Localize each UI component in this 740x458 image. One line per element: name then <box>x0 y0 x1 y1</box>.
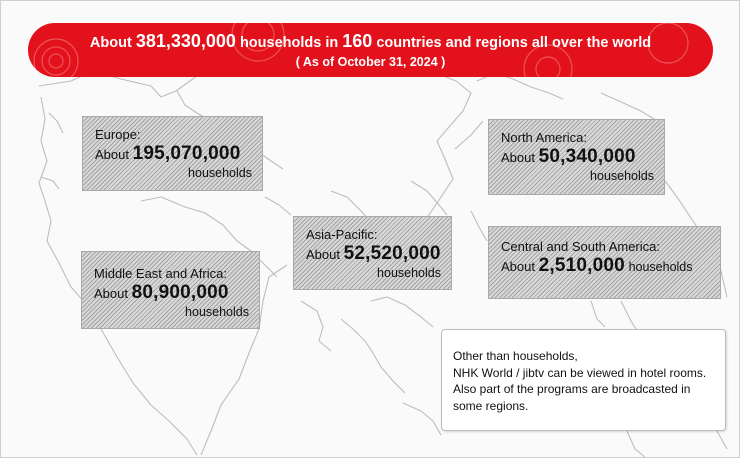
banner-suffix: countries and regions all over the world <box>376 35 652 51</box>
unit-label: households <box>188 166 252 180</box>
region-name: North America: <box>501 130 587 145</box>
note-line: some regions. <box>453 398 529 413</box>
about-label: About <box>306 247 340 262</box>
unit-label: households <box>590 169 654 183</box>
region-box-europe <box>82 116 263 191</box>
region-name: Central and South America: <box>501 239 660 254</box>
note-line: NHK World / jibtv can be viewed in hotel rooms. <box>453 365 707 380</box>
total-households-count: 381,330,000 <box>135 31 236 51</box>
region-name: Middle East and Africa: <box>94 266 227 281</box>
banner-headline <box>28 31 713 53</box>
banner-prefix: About <box>89 35 132 51</box>
region-name: Europe: <box>95 127 141 142</box>
household-amount: 50,340,000 <box>538 146 636 167</box>
household-amount: 52,520,000 <box>343 243 441 264</box>
about-label: About <box>501 150 535 165</box>
unit-label: households <box>185 305 249 319</box>
household-amount: 2,510,000 <box>538 255 625 276</box>
total-coverage-banner <box>28 23 713 77</box>
note-line: Also part of the programs are broadcasted in <box>453 382 691 396</box>
about-label: About <box>95 147 129 162</box>
about-label: About <box>94 286 128 301</box>
about-label: About <box>501 259 535 274</box>
unit-label: households <box>377 266 441 280</box>
region-box-middle-east-africa <box>81 251 260 329</box>
unit-label: households <box>628 260 693 274</box>
as-of-date: ( As of October 31, 2024 ) <box>295 55 446 69</box>
household-amount: 195,070,000 <box>132 143 241 164</box>
banner-middle: households in <box>239 35 339 51</box>
note-line: Other than households, <box>453 349 578 363</box>
countries-count: 160 <box>342 31 373 51</box>
region-box-central-south-america <box>488 226 721 299</box>
region-box-asia-pacific <box>293 216 452 290</box>
household-amount: 80,900,000 <box>131 282 229 303</box>
hotel-viewing-note <box>441 329 726 431</box>
region-box-north-america <box>488 119 665 195</box>
region-name: Asia-Pacific: <box>306 227 378 242</box>
